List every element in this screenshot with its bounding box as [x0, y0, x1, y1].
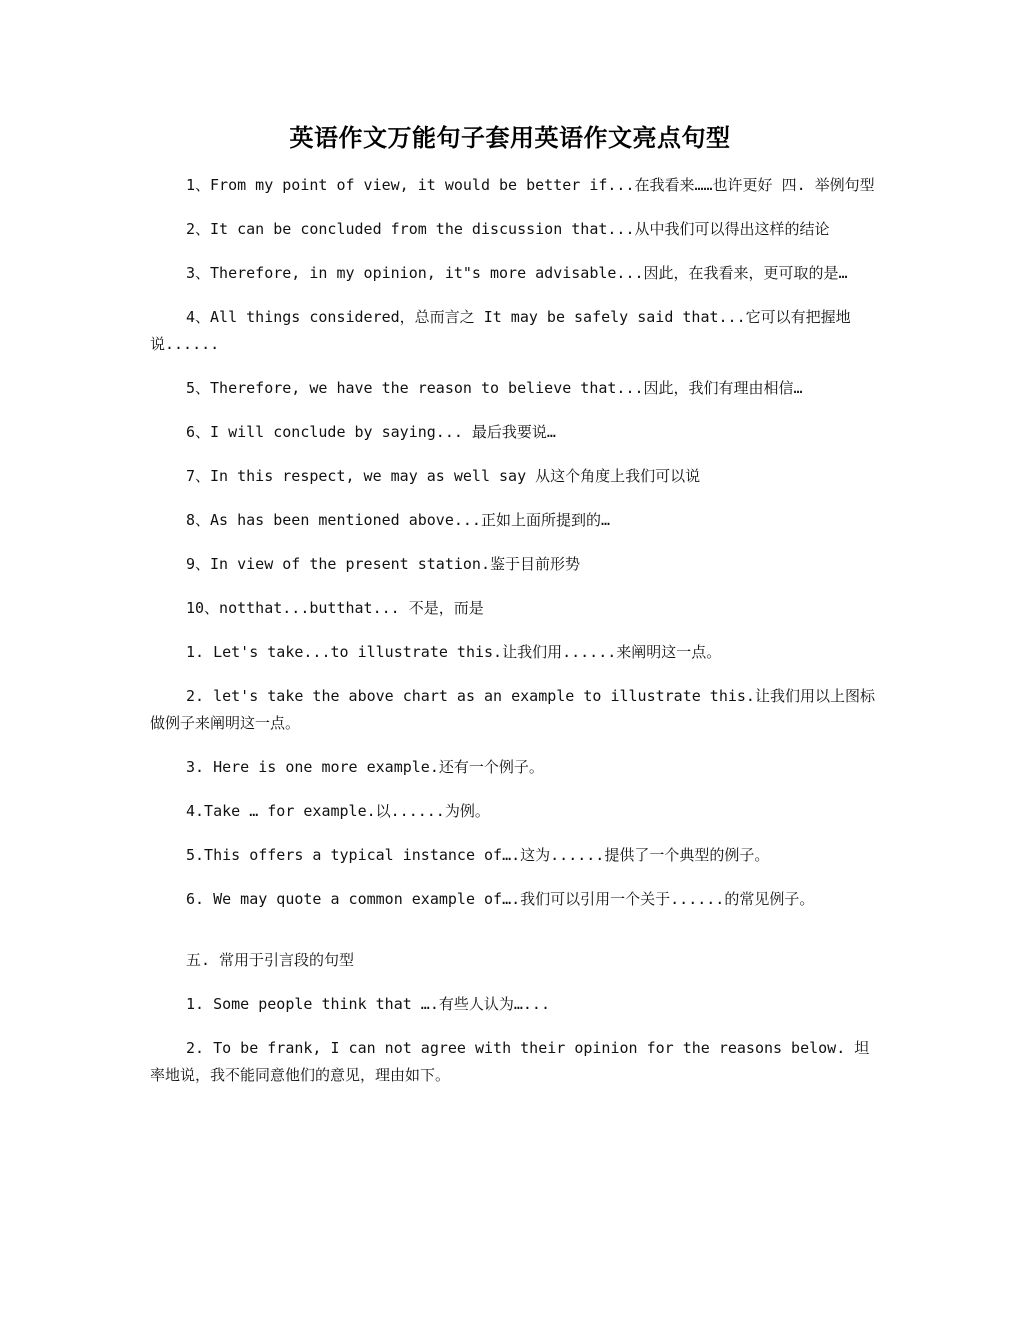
example-paragraph-2: 2. let's take the above chart as an example to illustrate this.让我们用以上图标做例子来阐明这一点。 [150, 687, 875, 732]
paragraph-8: 8、As has been mentioned above...正如上面所提到的… [186, 511, 610, 529]
intro-paragraph-2: 2. To be frank, I can not agree with their opinion for the reasons below. 坦率地说，我不能同意他们的意见，理由如下。 [150, 1039, 870, 1084]
paragraph-10: 10、notthat...butthat... 不是，而是 [186, 599, 484, 617]
example-paragraph-1: 1. Let's take...to illustrate this.让我们用......来阐明这一点。 [186, 643, 722, 661]
paragraph-5: 5、Therefore, we have the reason to believe that...因此，我们有理由相信… [186, 379, 803, 397]
paragraph-9: 9、In view of the present station.鉴于目前形势 [186, 555, 580, 573]
paragraph-4: 4、All things considered，总而言之 It may be safely said that...它可以有把握地说...... [150, 308, 851, 353]
paragraph-2: 2、It can be concluded from the discussion that...从中我们可以得出这样的结论 [186, 220, 830, 238]
paragraph-7: 7、In this respect, we may as well say 从这个角度上我们可以说 [186, 467, 701, 485]
example-paragraph-6: 6. We may quote a common example of….我们可以引用一个关于......的常见例子。 [186, 890, 815, 908]
paragraph-6: 6、I will conclude by saying... 最后我要说… [186, 423, 556, 441]
example-paragraph-5: 5.This offers a typical instance of….这为......提供了一个典型的例子。 [186, 846, 770, 864]
document-title: 英语作文万能句子套用英语作文亮点句型 [289, 123, 731, 152]
paragraph-3: 3、Therefore, in my opinion, it"s more advisable...因此，在我看来，更可取的是… [186, 264, 848, 282]
example-paragraph-3: 3. Here is one more example.还有一个例子。 [186, 758, 544, 776]
document-body [150, 172, 878, 1106]
intro-paragraph-1: 1. Some people think that ….有些人认为….​.. [186, 995, 550, 1013]
section-heading-intro-patterns: 五. 常用于引言段的句型 [186, 951, 355, 969]
paragraph-1: 1、From my point of view, it would be better if...在我看来……也许更好 四. 举例句型 [186, 176, 875, 194]
example-paragraph-4: 4.Take … for example.以......为例。 [186, 802, 490, 820]
